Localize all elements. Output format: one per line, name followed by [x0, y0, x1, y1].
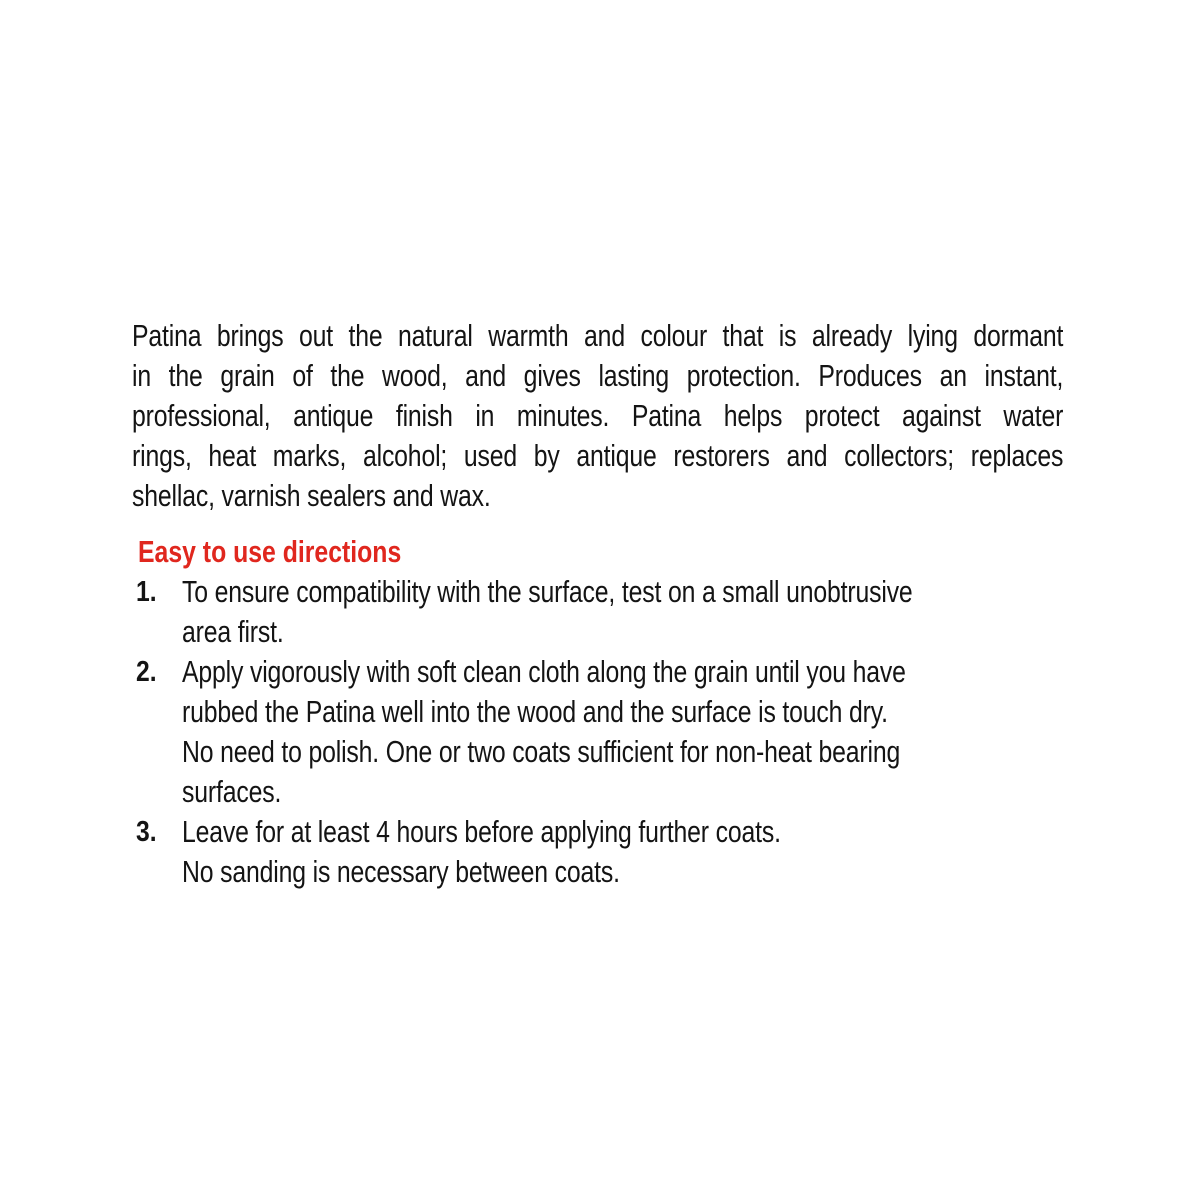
intro-paragraph	[132, 316, 1072, 516]
step-text: Apply vigorously with soft clean cloth along the grain until you have	[182, 654, 906, 689]
step-text: rubbed the Patina well into the wood and the surface is touch dry.	[182, 694, 888, 729]
step-number: 2.	[136, 656, 157, 688]
intro-line: shellac, varnish sealers and wax.	[132, 478, 491, 513]
intro-line: rings, heat marks, alcohol; used by antique restorers and collectors; replaces	[132, 438, 1064, 473]
step-text: No sanding is necessary between coats.	[182, 854, 620, 889]
step-number: 1.	[136, 576, 157, 608]
intro-line: Patina brings out the natural warmth and colour that is already lying dormant	[132, 318, 1064, 353]
step-text: Leave for at least 4 hours before applying further coats.	[182, 814, 781, 849]
step-text: area first.	[182, 614, 284, 649]
step-number: 3.	[136, 816, 157, 848]
intro-line: in the grain of the wood, and gives lasting protection. Produces an instant,	[132, 358, 1064, 393]
intro-line: professional, antique finish in minutes. Patina helps protect against water	[132, 398, 1064, 433]
direction-step	[136, 812, 1072, 892]
direction-step	[136, 572, 1072, 652]
directions-list	[132, 572, 1072, 892]
step-text: To ensure compatibility with the surface, test on a small unobtrusive	[182, 574, 913, 609]
step-text: surfaces.	[182, 774, 282, 809]
directions-heading: Easy to use directions	[138, 534, 402, 569]
step-text: No need to polish. One or two coats sufficient for non-heat bearing	[182, 734, 901, 769]
product-label-text	[132, 316, 1072, 892]
direction-step	[136, 652, 1072, 812]
